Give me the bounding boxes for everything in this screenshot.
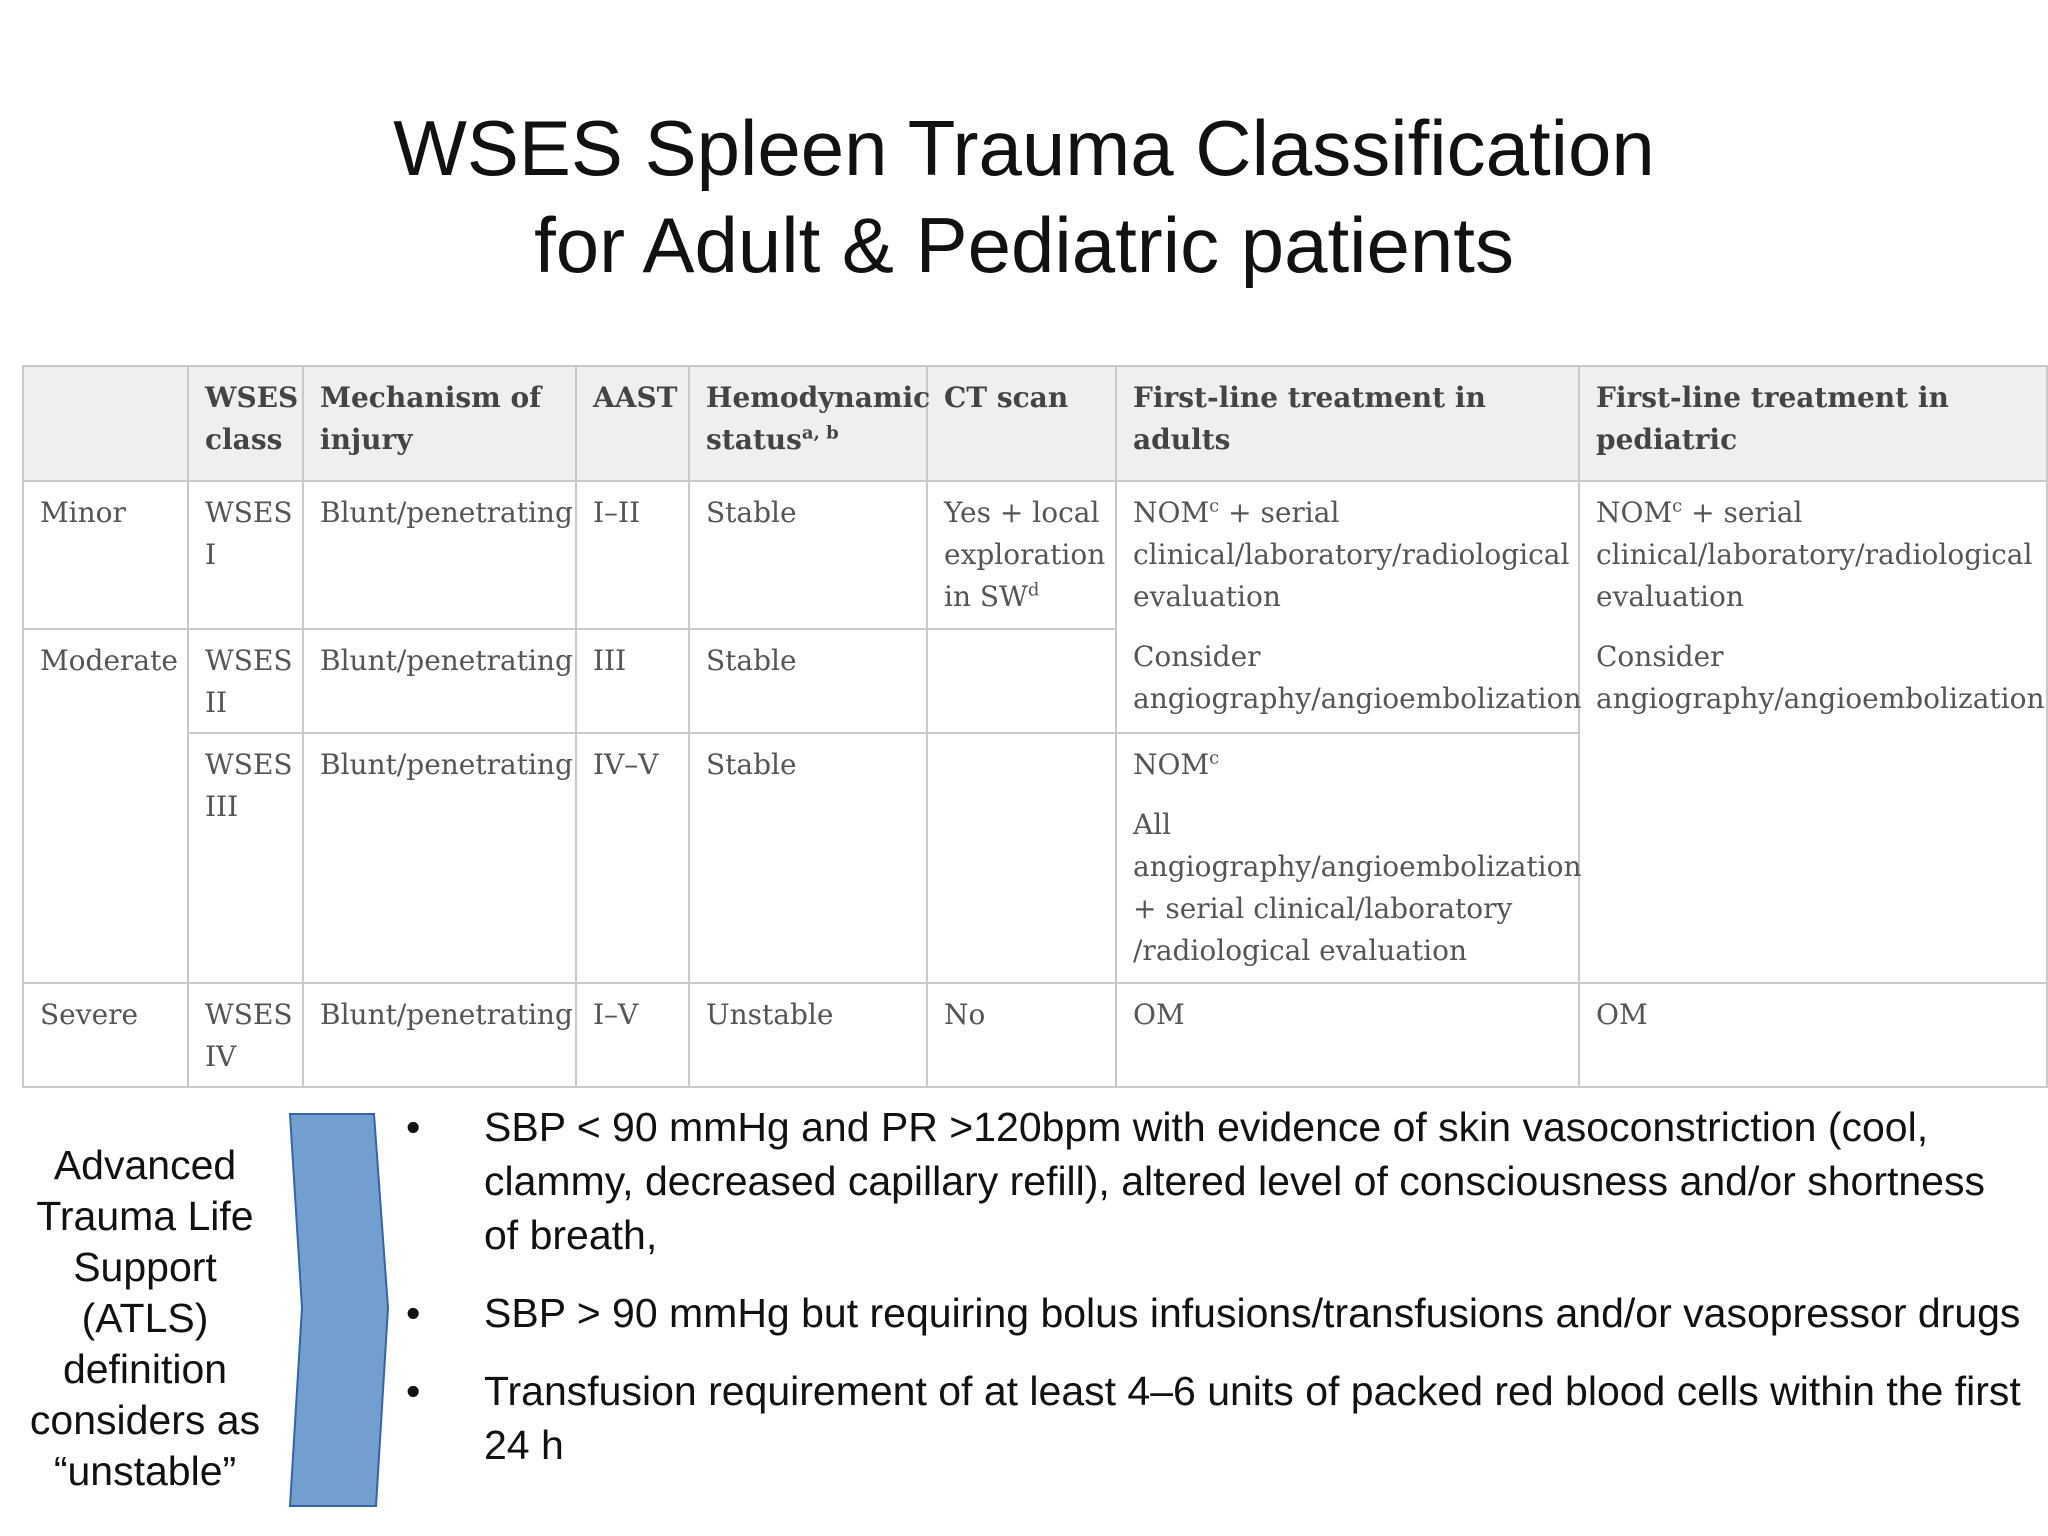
cell-group-minor: Minor [23,481,188,629]
cell-mechanism-wses-3: Blunt/penetrating [303,733,576,983]
cell-aast-wses-3: IV–V [576,733,689,983]
ct-text-wses-1: Yes + local exploration in SW [944,496,1106,613]
nom-label: NOM [1596,496,1673,529]
header-aast: AAST [576,366,689,481]
nom-label: NOM [1133,496,1210,529]
serial-evaluation-text: + serial clinical/laboratory/radiological evaluation [1133,496,1570,613]
bullet-icon: • [406,1104,421,1150]
bullet-text: SBP < 90 mmHg and PR >120bpm with evidence of skin vasoconstriction (cool, clammy, decreased capillary refill), altered level of consciousness and/or shortness of breath, [484,1104,1985,1258]
chevron-arrow-shape [286,1112,392,1508]
nom-footnote: c [1209,747,1220,769]
cell-mechanism-wses-1: Blunt/penetrating [303,481,576,629]
list-item [400,1364,2030,1472]
header-wses-class: WSES class [188,366,303,481]
cell-mechanism-wses-4: Blunt/penetrating [303,983,576,1087]
bullet-icon: • [406,1290,421,1336]
nom-label: NOM [1133,748,1210,781]
unstable-criteria-list [400,1100,2030,1496]
cell-pediatric-wses-4: OM [1579,983,2047,1087]
cell-adults-wses-3 [1116,733,1582,983]
cell-class-wses-1: WSES I [188,481,303,629]
cell-hemodynamic-wses-3: Stable [689,733,927,983]
cell-class-wses-3: WSES III [188,733,303,983]
chevron-arrow-polygon [290,1114,388,1506]
cell-hemodynamic-wses-2: Stable [689,629,927,733]
table-row-severe [23,983,2047,1087]
header-mechanism: Mechanism of injury [303,366,576,481]
cell-adults-wses-4: OM [1116,983,1579,1087]
header-ct-scan: CT scan [927,366,1116,481]
bullet-text: Transfusion requirement of at least 4–6 units of packed red blood cells within the first 24 h [484,1368,2021,1468]
title-line-2: for Adult & Pediatric patients [534,201,1514,289]
spacer [1596,618,2032,636]
cell-mechanism-wses-2: Blunt/penetrating [303,629,576,733]
atls-definition-label: Advanced Trauma Life Support (ATLS) definition considers as “unstable” [29,1142,261,1494]
classification-table [22,365,2048,1088]
cell-aast-wses-1: I–II [576,481,689,629]
all-angio-text: All angiography/angioembolization + serial clinical/laboratory /radiological evaluation [1133,808,1582,967]
cell-ct-wses-3 [927,733,1116,983]
ct-footnote-wses-1: d [1027,579,1040,601]
bullet-text: SBP > 90 mmHg but requiring bolus infusions/transfusions and/or vasopressor drugs [484,1290,2021,1336]
consider-angio-text: Consider angiography/angioembolization [1596,640,2045,715]
cell-group-severe: Severe [23,983,188,1087]
cell-adults-wses-1-2 [1116,481,1582,733]
consider-angio-text: Consider angiography/angioembolization [1133,640,1582,715]
header-hemodynamic-footnote: a, b [801,422,839,444]
nom-footnote: c [1209,495,1220,517]
spacer [1133,618,1564,636]
list-item [400,1100,2030,1262]
cell-group-moderate: Moderate [23,629,188,983]
table-header-row [23,366,2047,481]
header-group [23,366,188,481]
cell-class-wses-4: WSES IV [188,983,303,1087]
table-row-minor [23,481,2047,629]
list-item [400,1286,2030,1340]
cell-aast-wses-2: III [576,629,689,733]
header-hemodynamic [689,366,931,481]
chevron-arrow-icon [286,1112,392,1508]
cell-aast-wses-4: I–V [576,983,689,1087]
header-adults: First-line treatment in adults [1116,366,1579,481]
cell-class-wses-2: WSES II [188,629,303,733]
serial-evaluation-text: + serial clinical/laboratory/radiological evaluation [1596,496,2033,613]
header-pediatric: First-line treatment in pediatric [1579,366,2047,481]
cell-pediatric-wses-1-3 [1579,481,2047,983]
cell-ct-wses-2 [927,629,1116,733]
cell-ct-wses-4: No [927,983,1116,1087]
title-line-1: WSES Spleen Trauma Classification [393,104,1655,192]
bullet-icon: • [406,1368,421,1414]
cell-hemodynamic-wses-1: Stable [689,481,927,629]
slide-title [0,100,2048,294]
header-hemodynamic-text: Hemodynamic status [706,381,931,456]
cell-hemodynamic-wses-4: Unstable [689,983,927,1087]
cell-ct-wses-1 [927,481,1116,629]
nom-footnote: c [1672,495,1683,517]
spacer [1133,786,1564,804]
